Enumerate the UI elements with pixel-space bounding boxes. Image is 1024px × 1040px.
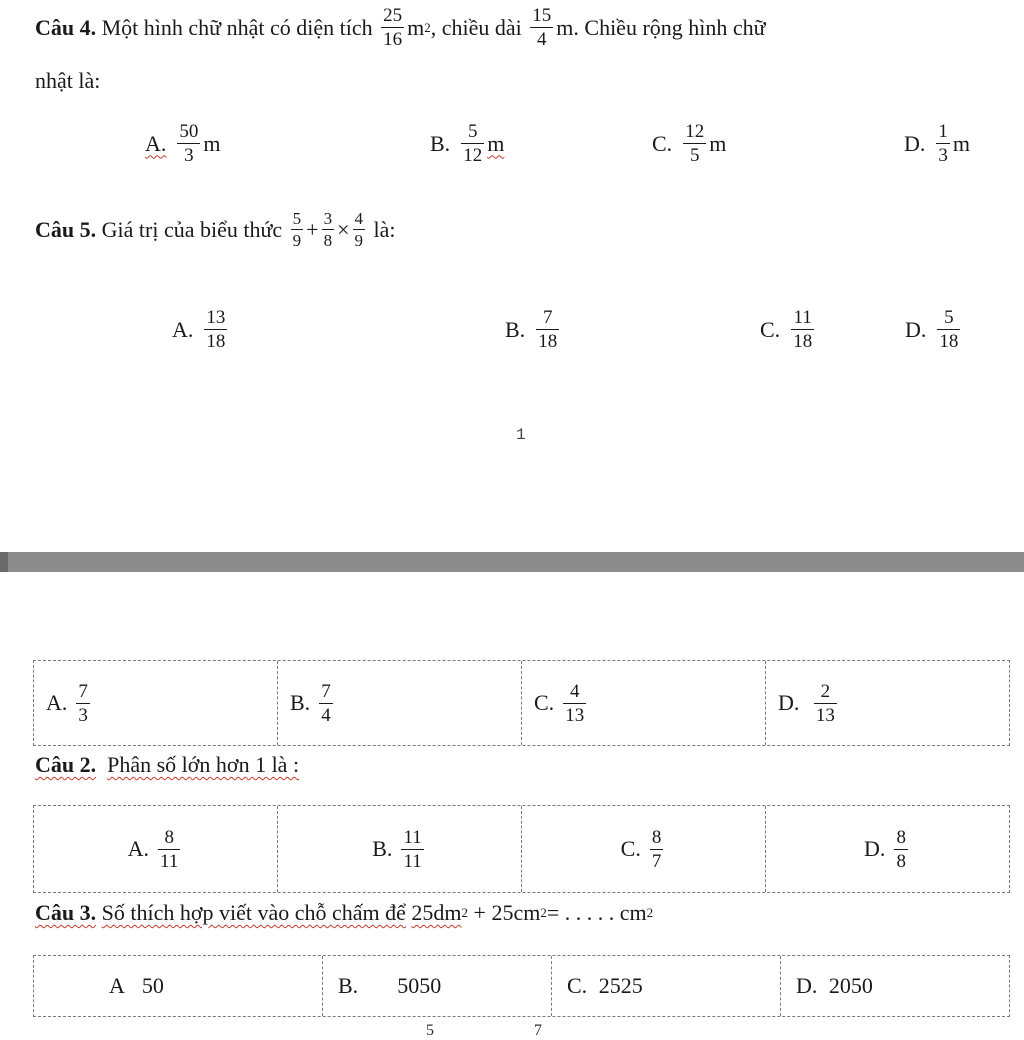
q1-option-d[interactable]: D. $\frac{2}{13}$: [778, 680, 835, 726]
q4-option-d[interactable]: D. $\frac{1}{3}$ m: [904, 121, 971, 166]
q2-options-table: [33, 805, 1010, 893]
q5-text-2: là:: [373, 216, 396, 242]
page-separator: [0, 552, 1024, 572]
q3-option-c[interactable]: C. 2525: [552, 956, 781, 1016]
q1-option-a[interactable]: A. $\frac{7}{3}$: [34, 661, 278, 745]
q4-option-a[interactable]: A. $\frac{50}{3}$ m: [145, 121, 221, 166]
q4-text-2: , chiều dài: [430, 14, 522, 40]
q2-option-a[interactable]: A. $\frac{8}{11}$: [34, 806, 278, 892]
q4-label: Câu 4.: [35, 14, 97, 40]
q5-option-b[interactable]: B. $\frac{7}{18}$: [505, 307, 558, 352]
bottom-fragment-2: 7: [534, 1022, 542, 1039]
q4-text-3: Chiều rộng hình chữ: [584, 14, 766, 40]
q3-line: Câu 3. Số thích hợp viết vào chỗ chấm để 25dm 2 + 25cm 2 = . . . . . cm 2: [35, 900, 654, 925]
q5-option-c[interactable]: C. $\frac{11}{18}$: [760, 307, 813, 352]
q2-line: [35, 752, 299, 778]
q1-options-table: [33, 660, 1010, 746]
q5-option-d[interactable]: D. $\frac{5}{18}$: [905, 307, 959, 352]
q4-text-4: nhật là:: [35, 68, 101, 93]
bottom-fragment-1: 5: [426, 1022, 434, 1039]
q2-option-b[interactable]: B. $\frac{11}{11}$: [278, 806, 522, 892]
q5-line: Câu 5. Giá trị của biểu thức $\frac{5}{9}$ + $\frac{3}{8}$ × $\frac{4}{9}$ là:: [35, 209, 396, 250]
q3-option-b[interactable]: B. 5050: [323, 956, 552, 1016]
q3-options-table: [33, 955, 1010, 1017]
q2-text: Phân số lớn hơn 1 là :: [107, 752, 300, 777]
q3-option-d[interactable]: D. 2050: [796, 973, 873, 998]
q4-option-c[interactable]: C. $\frac{12}{5}$ m: [652, 121, 727, 166]
q4-area-fraction: $\frac{25}{16}$: [383, 5, 403, 50]
q2-label: Câu 2.: [35, 752, 97, 777]
q4-length-fraction: $\frac{15}{4}$: [532, 5, 552, 50]
q5-label: Câu 5.: [35, 216, 97, 242]
q4-option-b[interactable]: B. $\frac{5}{12}$ m: [430, 121, 505, 166]
q3-text: Số thích hợp viết vào chỗ chấm để: [101, 900, 406, 925]
q4-line-2: [35, 68, 100, 94]
q2-option-d[interactable]: D. $\frac{8}{8}$: [864, 826, 906, 872]
q1-option-b[interactable]: B. $\frac{7}{4}$: [278, 661, 522, 745]
q5-fraction-1: $\frac{5}{9}$: [292, 209, 302, 250]
q5-fraction-3: $\frac{4}{9}$: [354, 209, 363, 250]
q5-fraction-2: $\frac{3}{8}$: [323, 209, 333, 250]
q3-option-a[interactable]: A 50: [34, 956, 323, 1016]
q5-option-a[interactable]: A. $\frac{13}{18}$: [172, 307, 226, 352]
q2-option-c[interactable]: C. $\frac{8}{7}$: [522, 806, 766, 892]
q1-option-c[interactable]: C. $\frac{4}{13}$: [522, 661, 766, 745]
q4-text-1: Một hình chữ nhật có diện tích: [101, 14, 373, 40]
page-number: 1: [516, 426, 526, 444]
q5-text-1: Giá trị của biểu thức: [101, 216, 283, 242]
q4-line-1: Câu 4. Một hình chữ nhật có diện tích $\frac{25}{16}$ m 2 , chiều dài $\frac{15}{4}$ m. Chiều rộng hình chữ: [35, 5, 766, 50]
q3-label: Câu 3.: [35, 900, 97, 925]
